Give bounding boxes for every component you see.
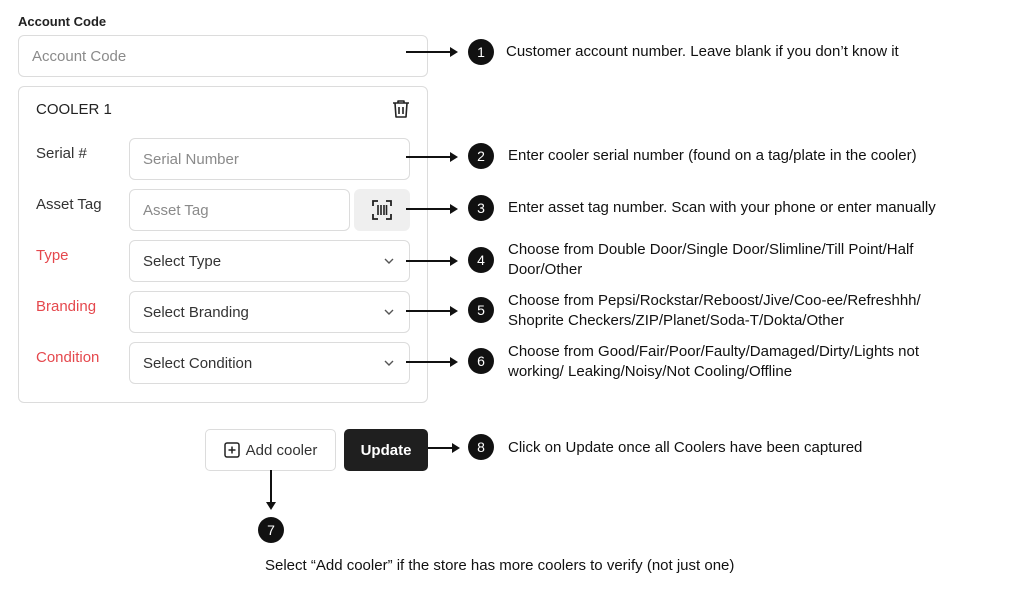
- account-code-label: Account Code: [18, 14, 107, 29]
- type-label: Type: [36, 247, 69, 264]
- callout-note-5: Choose from Pepsi/Rockstar/Reboost/Jive/Coo-ee/Refreshhh/ Shoprite Checkers/ZIP/Planet/Soda-T/Dokta/Other: [508, 292, 921, 329]
- condition-select-value: Select Condition: [143, 354, 253, 372]
- condition-select[interactable]: [129, 342, 410, 384]
- callout-arrow-8: [428, 447, 458, 449]
- callout-note-1: Customer account number. Leave blank if you don’t know it: [506, 43, 899, 60]
- scan-barcode-button[interactable]: [354, 189, 410, 231]
- serial-label: Serial #: [36, 145, 87, 162]
- callout-arrow-2: [406, 156, 456, 158]
- callout-badge-3: 3: [468, 195, 494, 221]
- callout-badge-8: 8: [468, 434, 494, 460]
- callout-note-4: Choose from Double Door/Single Door/Slimline/Till Point/Half Door/Other: [508, 241, 914, 278]
- update-button[interactable]: Update: [344, 429, 428, 471]
- callout-badge-6: 6: [468, 348, 494, 374]
- add-cooler-label: Add cooler: [245, 441, 318, 459]
- branding-select[interactable]: [129, 291, 410, 333]
- branding-label: Branding: [36, 298, 97, 315]
- add-cooler-button[interactable]: [205, 429, 336, 471]
- callout-note-3: Enter asset tag number. Scan with your phone or enter manually: [508, 199, 936, 216]
- cooler-title: COOLER 1: [36, 101, 112, 118]
- callout-arrow-1: [406, 51, 456, 53]
- barcode-scan-icon: [372, 200, 392, 220]
- callout-note-7: Select “Add cooler” if the store has more coolers to verify (not just one): [265, 557, 735, 574]
- callout-badge-1: 1: [468, 39, 494, 65]
- callout-badge-4: 4: [468, 247, 494, 273]
- serial-number-placeholder: Serial Number: [143, 150, 239, 168]
- condition-label: Condition: [36, 349, 100, 366]
- account-code-input[interactable]: [18, 35, 428, 77]
- callout-arrow-5: [406, 310, 456, 312]
- asset-tag-label: Asset Tag: [36, 196, 102, 213]
- callout-note-2: Enter cooler serial number (found on a tag/plate in the cooler): [508, 147, 917, 164]
- type-select[interactable]: [129, 240, 410, 282]
- chevron-down-icon: [383, 357, 395, 369]
- callout-arrow-3: [406, 208, 456, 210]
- callout-note-6: Choose from Good/Fair/Poor/Faulty/Damaged/Dirty/Lights not working/ Leaking/Noisy/Not Cooling/Offline: [508, 343, 920, 380]
- branding-select-value: Select Branding: [143, 303, 249, 321]
- callout-badge-7: 7: [258, 517, 284, 543]
- chevron-down-icon: [383, 306, 395, 318]
- asset-tag-placeholder: Asset Tag: [143, 201, 209, 219]
- serial-number-input[interactable]: [129, 138, 410, 180]
- callout-note-8: Click on Update once all Coolers have been captured: [508, 439, 863, 456]
- account-code-placeholder: Account Code: [32, 47, 127, 65]
- callout-arrow-4: [406, 260, 456, 262]
- callout-arrow-6: [406, 361, 456, 363]
- callout-arrow-7: [270, 470, 272, 508]
- cooler-card: [18, 86, 428, 403]
- trash-icon[interactable]: [392, 99, 410, 119]
- plus-square-icon: [224, 442, 240, 458]
- type-select-value: Select Type: [143, 252, 222, 270]
- asset-tag-input[interactable]: [129, 189, 350, 231]
- callout-badge-2: 2: [468, 143, 494, 169]
- callout-badge-5: 5: [468, 297, 494, 323]
- chevron-down-icon: [383, 255, 395, 267]
